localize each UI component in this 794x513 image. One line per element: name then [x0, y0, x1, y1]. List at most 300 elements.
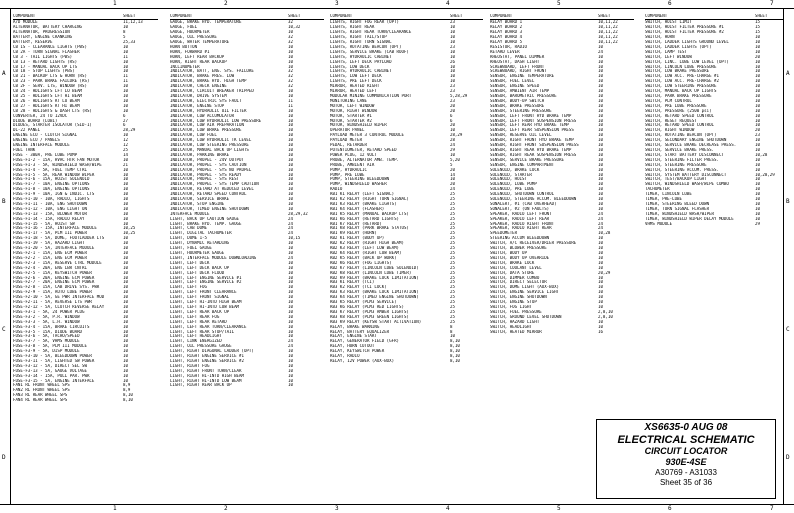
sheet-ref: 2,8,10 — [598, 314, 613, 319]
component-name: RELAY BOARD 3 — [490, 30, 523, 35]
sheet-ref: 10 — [450, 177, 455, 182]
ruler-col-6: 6 — [668, 0, 672, 7]
component-name: RELAY, HORN CUTOUT — [330, 344, 375, 349]
sheet-ref: 10 — [598, 69, 603, 74]
component-name: SENSOR, BAROMETRIC PRESSURE — [490, 94, 557, 98]
sheet-ref: 10 — [123, 49, 128, 54]
sheet-ref: 10 — [288, 241, 293, 246]
component-name: INDICATOR, TIMED ENGINE SHUTDOWN — [170, 206, 249, 211]
sheet-ref: 10,25 — [123, 226, 136, 231]
sheet-ref: 10 — [598, 192, 603, 197]
sheet-ref: 8,10 — [450, 344, 460, 349]
component-name: CONVERTER, 24 TO 12VDC — [13, 113, 68, 118]
sheet-ref: 8,10 — [450, 349, 460, 354]
sheet-ref: 25 — [450, 226, 455, 231]
component-name: ALTERNATOR, BATTERY CHARGING — [13, 25, 83, 30]
ruler-col-1: 1 — [113, 0, 117, 7]
component-name: SWITCH, MANUAL BACK UP LIGHTS — [645, 89, 717, 94]
ruler-col-6: 6 — [668, 505, 672, 512]
locator-column — [490, 14, 634, 334]
column-header — [170, 14, 324, 20]
component-name: FUSE-F3-13 - 5A, GAUGE VOLTAGE — [13, 368, 87, 373]
sheet-ref: 10 — [123, 319, 128, 324]
sheet-ref: 10 — [123, 329, 128, 334]
component-name: FUSE-F3-5 - 15A, DIODE BOARD — [13, 329, 83, 334]
component-name: FUSE-F1-12 - 10A, ENG LIGHT ON — [13, 206, 87, 211]
ruler-row-a: A — [2, 70, 6, 77]
sheet-ref: 10 — [123, 314, 128, 319]
sheet-ref: 10 — [288, 172, 293, 177]
component-name: RB3 K7 RELAY (PLM3 AMBER LIGHTS) — [330, 309, 409, 314]
sheet-ref: 10 — [598, 319, 603, 324]
sheet-ref: 10 — [123, 251, 128, 255]
component-name: RADIO — [330, 187, 343, 192]
component-name: INDICATOR, RETARD SPEED CONTROL — [170, 192, 247, 197]
sheet-ref: 10 — [450, 35, 455, 40]
ruler-col-2: 2 — [224, 505, 228, 512]
sheet-ref: 10 — [755, 147, 760, 152]
sheet-ref: 10 — [598, 167, 603, 172]
component-name: FUSE-F1-8 - 10A, ENGINE OPTIONS — [13, 187, 90, 192]
sheet-ref: 10 — [598, 275, 603, 280]
sheet-ref: 6 — [450, 118, 453, 123]
component-name: LIGHTS, PRE LEFT DECK — [330, 79, 382, 84]
component-name: LIGHT, RIGHT DIAGONAL LADDER (OPT) — [170, 349, 254, 354]
sheet-ref: 29 — [450, 147, 455, 152]
sheet-ref: 10 — [123, 334, 128, 339]
sheet-ref: 21 — [123, 162, 128, 167]
component-name: TIMER, WINDSHIELD WIPER DELAY MODULE — [645, 216, 734, 221]
sheet-ref: 10 — [755, 64, 760, 69]
sheet-ref: 11 — [288, 103, 293, 108]
component-name: LIGHT, INTERFACE MODULE DOWNLOADING — [170, 255, 257, 260]
sheet-ref: 10 — [123, 300, 128, 305]
sheet-ref: 10 — [598, 94, 603, 98]
sheet-ref: 25 — [450, 295, 455, 300]
component-name: OPERATOR PANEL — [330, 128, 365, 133]
sheet-ref: 10 — [598, 98, 603, 103]
sheet-ref: 8,9 — [123, 388, 131, 393]
ruler-col-4: 4 — [446, 505, 450, 512]
sheet-ref: 10 — [450, 40, 455, 45]
component-name: HORN, RIGHT REAR BACKUP — [170, 59, 227, 64]
sheet-ref: 10 — [288, 295, 293, 300]
component-name: LIGHT, LEFT REAR STOP/TAIL — [170, 329, 235, 334]
component-name: FUSE-F3-10 - 5A, BLEEDDOWN POWER — [13, 354, 92, 359]
serial-range: A30769 - A31033 — [655, 468, 717, 477]
sheet-ref: 10 — [123, 280, 128, 285]
component-name: FUSE-F2-11 - 5A, REVERSE LTS PWR — [13, 300, 92, 305]
component-name: CB 21 - BACKUP LTS & HORN (RS) — [13, 74, 87, 79]
sheet-ref: 10 — [598, 187, 603, 192]
component-name: MONITORING LANE — [330, 98, 367, 103]
sheet-ref: 10 — [288, 54, 293, 59]
component-name: DIODE BOARD (LOB1) — [13, 118, 58, 123]
sheet-ref: 10 — [288, 94, 293, 98]
sheet-ref: 10 — [598, 285, 603, 290]
component-name: CB 1S - CLEARANCE LIGHTS (PBS) — [13, 44, 87, 49]
sheet-ref: 10 — [598, 290, 603, 295]
component-name: MIRROR, HEATED LEFT — [330, 89, 377, 94]
sheet-ref: 10 — [598, 157, 603, 162]
sheet-ref: 10 — [123, 172, 128, 177]
sheet-ref: 25 — [450, 280, 455, 285]
component-name: RELAY, ENGINE START — [330, 334, 377, 339]
component-name: INCLINOMETER — [170, 64, 200, 69]
sheet-ref: 10 — [288, 162, 293, 167]
component-name: INDICATOR, STOP ENGINE — [170, 201, 225, 206]
sheet-ref: 10 — [288, 157, 293, 162]
sheet-ref: 10 — [123, 363, 128, 368]
table-row — [490, 330, 634, 335]
sheet-ref: 10 — [755, 216, 760, 221]
component-name: RB3 K9 RELAY (KEYSW START ACTIVATION) — [330, 319, 422, 324]
sheet-ref: 11 — [123, 79, 128, 84]
ruler-col-1: 1 — [113, 505, 117, 512]
sheet-ref: 25 — [450, 304, 455, 309]
sheet-ref: 10 — [755, 74, 760, 79]
sheet-ref: 10 — [755, 49, 760, 54]
component-name: CB 17 - MANUAL BACK UP LTS — [13, 64, 78, 69]
ruler-col-4: 4 — [446, 0, 450, 7]
component-name: SWITCH, LOW ACC. PRE-CHARGE #1 — [645, 74, 719, 79]
ruler-row-c: C — [786, 326, 790, 333]
sheet-ref: 24 — [598, 221, 603, 226]
component-name: FUSE-F3-3 - 5A, L.H. WINDOW — [13, 319, 80, 324]
sheet-ref: 24 — [288, 221, 293, 226]
sheet-ref: 25 — [450, 285, 455, 290]
component-name: SWITCH, SECONDARY ENGINE SHUTDOWN — [645, 138, 727, 143]
sheet-ref: 10 — [450, 74, 455, 79]
sheet-ref: 10 — [288, 285, 293, 290]
component-name: SOLENOID, BRAKE LOCK — [490, 167, 540, 172]
sheet-ref: 15 — [755, 30, 760, 35]
sheet-ref: 32 — [288, 74, 293, 79]
sheet-ref: 26 — [450, 59, 455, 64]
component-name: FUSE-F2-3 - 15A, RESERVE CTRL MODULE — [13, 260, 102, 265]
table-row — [645, 222, 783, 227]
component-name: SWITCH, LINCOLN LUBE PRESSURE — [645, 64, 717, 69]
component-name: SWITCH, LAMP TEST — [645, 49, 687, 54]
component-name: CB 3 - TAIL LIGHTS (PBS) — [13, 54, 73, 59]
sheet-ref: 10 — [450, 79, 455, 84]
sheet-ref: 10 — [288, 246, 293, 251]
sheet-ref: 32 — [288, 35, 293, 40]
sheet-ref: 10 — [288, 251, 293, 255]
sheet-ref: 10 — [288, 314, 293, 319]
title-block — [596, 419, 776, 499]
sheet-ref: 8 — [123, 30, 126, 35]
component-name: SWITCH, BODY UP OVERRIDE — [490, 255, 550, 260]
component-name: LIGHT, LEFT HI-INTD LOW BEAM — [170, 304, 240, 309]
component-name: TIMER, TURN SIGNAL FLASHER — [645, 206, 710, 211]
component-name: RESISTOR, RADIO — [490, 44, 527, 49]
sheet-ref: 10 — [598, 147, 603, 152]
sheet-ref: 25 — [450, 201, 455, 206]
component-name: FUSE-F1-2 - 15A, HVAC HTR FAN MOTOR — [13, 157, 100, 162]
sheet-ref: 10 — [123, 211, 128, 216]
component-name: LIGHT, LEFT REAR RETARD — [170, 319, 227, 324]
sheet-ref: 10 — [288, 304, 293, 309]
ruler-row-b: B — [786, 198, 790, 205]
sheet-ref: 2,8,10 — [598, 309, 613, 314]
sheet-ref: 10 — [755, 84, 760, 89]
sheet-ref: 10 — [288, 358, 293, 363]
sheet-ref: 10 — [598, 79, 603, 84]
component-name: SWITCH, STEERING ACCUM. PRESS. — [645, 167, 719, 172]
sheet-ref: 10 — [123, 201, 128, 206]
sheet-ref: 8,10 — [123, 398, 133, 403]
component-name: INDICATOR, ELECTRIC SYS FAULT — [170, 98, 242, 103]
sheet-ref: 10 — [123, 270, 128, 275]
component-name: SWITCH, SYSTEM BATTERY DISCONNECT — [645, 172, 727, 177]
component-name: FUSE-F3-8 - 5A, PLM III MODULE — [13, 344, 87, 349]
sheet-ref: 20 — [450, 103, 455, 108]
sheet-ref: 10 — [123, 192, 128, 197]
sheet-ref: 10 — [288, 349, 293, 354]
component-name: FAN3 RL REAR WHEEL SPS — [13, 393, 68, 398]
sheet-ref: 25 — [450, 211, 455, 216]
component-name: FAN2 RL FRONT WHEEL SPS — [13, 388, 70, 393]
component-name: RB1 K6 RELAY (RETARD LIGHTS) — [330, 216, 400, 221]
sheet-ref: 10 — [598, 182, 603, 187]
component-name: CB 13 - RETARD LIGHTS (RS) — [13, 59, 78, 64]
component-name: SWITCH, DATA STORE — [490, 270, 535, 275]
component-name: LIGHT, RIGHT HI-INTD LOW BEAM — [170, 378, 242, 383]
sheet-ref: 10 — [288, 64, 293, 69]
component-name: MOTOR, WINDSHIELD WIPER — [330, 123, 387, 128]
sheet-ref: 10 — [123, 177, 128, 182]
sheet-ref: 10 — [288, 192, 293, 197]
component-name: SWITCH, LINC. LUBE LOW LEVEL (OPT) — [645, 59, 729, 64]
component-name: TIMER, WINDSHIELD WASH/WIPER — [645, 211, 715, 216]
sheet-ref: 10 — [288, 133, 293, 138]
sheet-ref: 10 — [123, 349, 128, 354]
sheet-header: SHEET — [755, 14, 768, 18]
sheet-ref: 24 — [450, 187, 455, 192]
component-name: LIGHT, RIGHT FOG — [170, 363, 210, 368]
sheet-ref: 15 — [755, 25, 760, 30]
component-name: SWITCH, LADDER LIGHTS (OPT) — [645, 44, 712, 49]
sheet-ref: 10 — [123, 275, 128, 280]
component-name: SWITCH, PLM CONTROL — [645, 98, 692, 103]
component-name: MOTOR, STARTER #1 — [330, 113, 372, 118]
sheet-ref: 25 — [450, 290, 455, 295]
component-name: LIGHTS, RIGHT TURN SIGNAL — [330, 40, 392, 45]
sheet-ref: 28,29,32 — [288, 211, 308, 216]
sheet-ref: 10,28 — [755, 152, 768, 157]
component-name: RB2 K5 RELAY (BACK UP WORK) — [330, 255, 397, 260]
component-name: SWITCH, WINDSHIELD WASH/WIPE COMBO — [645, 182, 729, 187]
sheet-ref: 10 — [755, 103, 760, 108]
sheet-ref: 10 — [598, 324, 603, 329]
sheet-ref: 24 — [288, 216, 293, 221]
sheet-ref: 10 — [755, 201, 760, 206]
component-name: SWITCH, HEADLIGHT — [490, 324, 532, 329]
sheet-ref: 10 — [288, 113, 293, 118]
component-name: SWITCH, SERVICE BRAKE DECREASE PRESS. — [645, 143, 737, 148]
component-name: INDICATOR, HYDRAULIC OIL FILTER — [170, 108, 247, 113]
component-name: SENSOR, LEFT FRONT SUSPENSION PRESS — [490, 118, 577, 123]
component-name: LIGHT, LEFT DECK — [170, 260, 210, 265]
component-name: LIGHT, RIGHT HI-INTD HIGH BEAM — [170, 373, 244, 378]
sheet-ref: 25 — [450, 206, 455, 211]
sheet-ref: 10 — [755, 187, 760, 192]
sheet-ref: 10 — [288, 368, 293, 373]
sheet-ref: 10 — [755, 94, 760, 98]
sheet-ref: 10 — [755, 79, 760, 84]
sheet-ref: 10 — [288, 44, 293, 49]
sheet-ref: 8,10 — [450, 339, 460, 344]
component-name: RB3 K2 RELAY (TCI LOCK) — [330, 285, 387, 290]
component-name: SCREWBOARD, RIGHT FRONT — [490, 69, 547, 74]
component-name: INDICATOR, PROPEL - SYS READY — [170, 172, 242, 177]
sheet-ref: 10,28 — [598, 231, 611, 236]
component-name: LIGHT, RIGHT ENGINE SERVICE #1 — [170, 354, 244, 359]
component-name: SWITCH, DIMMER COMBO — [490, 275, 540, 280]
component-name: STEERING ACCUM BLEEDDOWN — [490, 236, 550, 241]
locator-column — [645, 14, 783, 226]
sheet-ref: 10,28,29 — [755, 172, 775, 177]
sheet-ref: 10 — [288, 206, 293, 211]
component-name: SWITCH, COOLANT LEVEL — [490, 265, 542, 270]
component-name: SENSOR, LEFT REAR HYD BRAKE TEMP — [490, 123, 569, 128]
component-name: FUSE-F2-5 - 15A, KEYSWITCH POWER — [13, 270, 92, 275]
component-name: CB 2F - SERV. LTS, WINDOW (RS) — [13, 84, 87, 89]
sheet-ref: 10 — [288, 108, 293, 113]
sheet-ref: 12 — [123, 143, 128, 148]
sheet-ref: 10 — [288, 123, 293, 128]
sheet-ref: 10 — [450, 64, 455, 69]
sheet-ref: 25 — [450, 319, 455, 324]
sheet-ref: 10 — [288, 167, 293, 172]
component-name: SPEAKER, RADIO RIGHT FRONT — [490, 221, 555, 226]
sheet-ref: 25 — [450, 221, 455, 226]
component-name: SENSOR, ENGINE COMPARTMENT — [490, 162, 555, 167]
component-name: SWITCH, DIRECT SELECTOR — [490, 280, 547, 285]
sheet-ref: 10 — [123, 103, 128, 108]
sheet-ref: 10 — [288, 182, 293, 187]
sheet-ref: 6 — [123, 113, 126, 118]
sheet-ref: 25 — [450, 241, 455, 246]
component-name: SWITCH, LOW BRAKE PRESSURE — [645, 69, 710, 74]
sheet-ref: 10 — [123, 295, 128, 300]
table-row — [13, 398, 158, 403]
sheet-ref: 24 — [288, 339, 293, 344]
ruler-row-c: C — [2, 326, 6, 333]
component-name: FUSE-F1-4 - 5A, FUEL TEMP CTRL — [13, 167, 87, 172]
sheet-ref: 10 — [598, 246, 603, 251]
sheet-ref: 10 — [598, 300, 603, 305]
component-name: FUSE-F1-6 - 15A, HOIST SOLENOID — [13, 177, 90, 182]
component-name: RETARD LEVER — [490, 49, 520, 54]
sheet-ref: 10 — [123, 167, 128, 172]
component-name: INDICATOR, DRIVE SYSTEM — [170, 94, 227, 98]
sheet-ref: 20 — [755, 54, 760, 59]
component-name: INTERFACE MODULE — [170, 211, 210, 216]
component-name: RB3 K3 RELAY (BRAKE LOCK LIMITATION) — [330, 290, 419, 295]
component-name: SWITCH, RESET REQUEST — [645, 118, 697, 123]
component-name: CB 2A - TURN SIGNAL FLASHER — [13, 49, 80, 54]
sheet-ref: 10 — [288, 89, 293, 94]
sheet-ref: 10 — [598, 59, 603, 64]
sheet-ref: 16 — [598, 329, 603, 334]
component-name: SWITCH, BLOWER PRESSURE — [490, 246, 547, 251]
sheet-ref: 10 — [598, 74, 603, 79]
sheet-ref: 10 — [123, 64, 128, 69]
component-name: PUMP, HYDRAULIC — [330, 167, 367, 172]
component-name: BATTERY, ENGINE CRANKING — [13, 35, 73, 40]
component-name: RB3 K6 RELAY (PLM3 RED LIGHTS) — [330, 304, 404, 309]
column-ruler-top — [0, 0, 794, 9]
sheet-ref: 10 — [123, 241, 128, 246]
component-name: SENSOR, LEFT REAR SUSPENSION PRESS — [490, 128, 574, 133]
sheet-ref: 10 — [598, 133, 603, 138]
component-name: RELAY BOARD 2 — [490, 25, 523, 30]
component-name: LIGHT, RIGHT ENGINE SERVICE #2 — [170, 358, 244, 363]
sheet-ref: 15 — [755, 20, 760, 25]
table-row — [330, 359, 483, 364]
sheet-ref: 25 — [450, 260, 455, 265]
component-name: FUSE-F1-14 - 15A, RADIO RELAY — [13, 216, 85, 221]
sheet-ref: 24 — [288, 255, 293, 260]
component-name: SWITCH, ENGINE SERVICE LIGHT — [490, 290, 560, 295]
sheet-ref: 27 — [123, 118, 128, 123]
component-name: GAUGE, OIL PRESSURE — [170, 35, 217, 40]
sheet-ref: 10,15 — [288, 236, 301, 241]
sheet-header: SHEET — [450, 14, 463, 18]
row-ruler-left — [0, 8, 11, 505]
sheet-ref: 10 — [123, 344, 128, 349]
sheet-ref: 8,10 — [123, 393, 133, 398]
component-name: INDICATOR, PROPEL - SYS REST — [170, 177, 240, 182]
component-name: LIGHT, CAB DOME — [170, 226, 207, 231]
component-name: LIGHT, LEFT REAR BACK UP — [170, 309, 230, 314]
sheet-ref: 24 — [450, 143, 455, 148]
column-header — [490, 14, 634, 20]
component-name: LIGHTS, RIGHT FOG REAR (OPT) — [330, 20, 400, 25]
component-name: SWITCH, PRE LUBE PRESSURE — [645, 103, 707, 108]
sheet-ref: 25,33 — [123, 40, 136, 45]
sheet-ref: 10 — [598, 295, 603, 300]
component-name: FUSE-F3-12 - 5A, DIRECT SEL SW — [13, 363, 87, 368]
sheet-ref: 10 — [288, 197, 293, 202]
component-name: PUMP, STEERING BLEEDDOWN — [330, 177, 390, 182]
sheet-ref: 12 — [123, 138, 128, 143]
sheet-ref: 10 — [755, 44, 760, 49]
component-name: LIGHT, LEFT DECK BACK UP — [170, 265, 230, 270]
component-name: FUSE-F1-11 - 10A, ENG SHUTDOWN — [13, 201, 87, 206]
sheet-ref: 10 — [123, 373, 128, 378]
component-name: SWITCH, SERVICE BRAKE PRESS. — [645, 147, 715, 152]
component-name: SOLENOID, STARTER — [490, 172, 532, 177]
component-name: FUSE-F2-12 - 5A, CLUTCH REVERSE RELAY — [13, 304, 105, 309]
component-name: INDICATOR, LOW ACCUMULATOR — [170, 113, 235, 118]
component-name: MODULAR MINING COMMUNICATION PORT — [330, 94, 412, 98]
sheet-ref: 10 — [755, 182, 760, 187]
sheet-ref: 10 — [123, 69, 128, 74]
sheet-ref: 23 — [450, 84, 455, 89]
component-name: LIGHTS, LOW LEFT DECK — [330, 74, 382, 79]
component-name: FUSE-F1-5 - 5A, REAR WINDOW WIPER — [13, 172, 95, 177]
sheet-ref: 29 — [755, 221, 760, 226]
component-name: INDICATOR, LOW STEERING PRESSURE — [170, 143, 249, 148]
component-name: PROBE, AMBIENT AIR — [330, 162, 375, 167]
ruler-row-b: B — [2, 198, 6, 205]
sheet-ref: 10 — [598, 118, 603, 123]
sheet-ref: 10 — [598, 113, 603, 118]
component-name: POWER PLUG, 12 VOLT — [330, 152, 377, 157]
